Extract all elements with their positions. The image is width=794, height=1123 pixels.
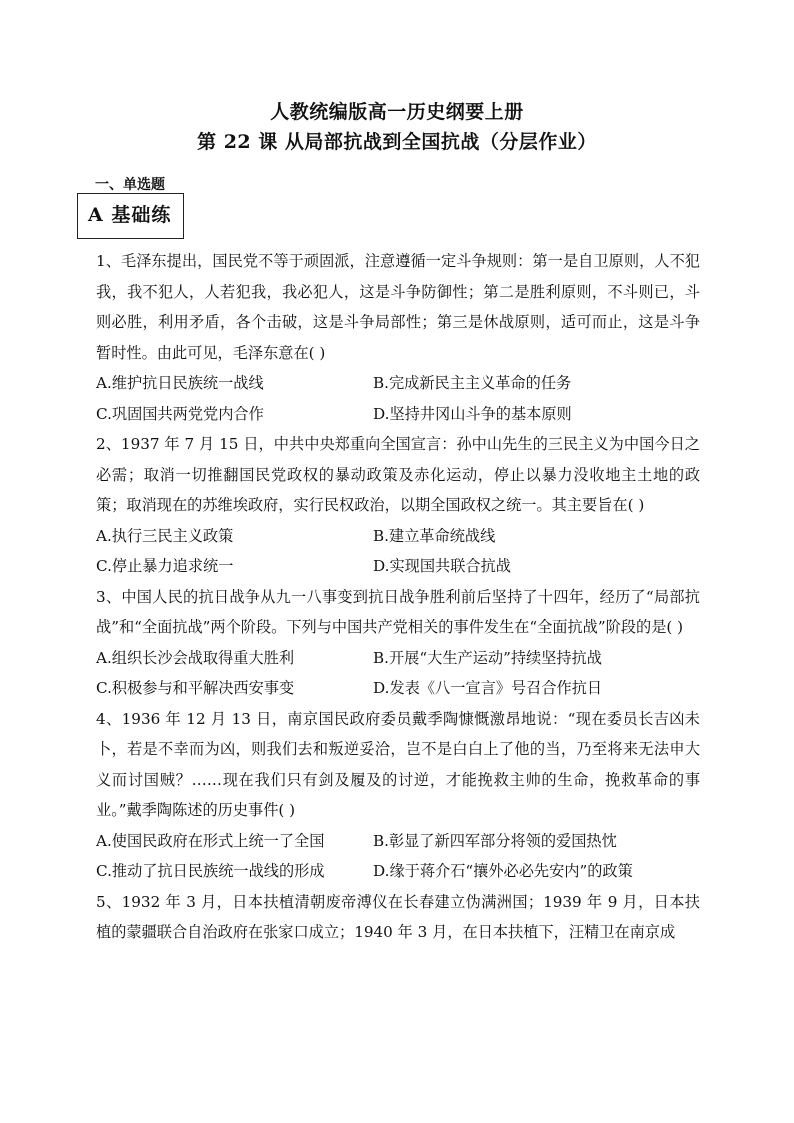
question-text: 1、毛泽东提出，国民党不等于顽固派，注意遵循一定斗争规则：第一是自卫原则，人不犯我，我不犯人，人若犯我，我必犯人，这是斗争防御性；第二是胜利原则，不斗则已，斗则必胜，利用矛盾，各个击破，这是斗争局部性；第三是休战原则，适可而止，这是斗争暂时性。由此可见，毛泽东意在( ) [96,252,700,362]
question-list [96,246,700,948]
option-b: B.完成新民主主义革命的任务 [373,374,572,392]
option-c: C.停止暴力追求统一 [96,557,234,575]
question-text: 4、1936 年 12 月 13 日，南京国民政府委员戴季陶慷慨激昂地说：“现在委员长吉凶未卜，若是不幸而为凶，则我们去和叛逆妥洽，岂不是白白上了他的当，乃至将来无法申大义而讨国贼？……现在我们只有剑及履及的讨逆，才能挽救主帅的生命，挽救革命的事业。”戴季陶陈述的历史事件( ) [96,709,700,819]
question-3 [96,582,700,704]
option-group [96,521,700,582]
tier-label: A 基础练 [88,204,172,226]
option-a: A.使国民政府在形式上统一了全国 [96,831,325,850]
option-group [96,826,700,887]
option-a: A.维护抗日民族统一战线 [96,374,264,392]
option-b: B.开展“大生产运动”持续坚持抗战 [373,648,602,667]
question-1 [96,246,700,429]
option-d: D.发表《八一宣言》号召合作抗日 [373,679,603,697]
option-b: B.建立革命统战线 [373,526,496,545]
document-subtitle: 第 22 课 从局部抗战到全国抗战（分层作业） [197,131,597,153]
section-heading: 一、单选题 [95,177,165,193]
option-d: D.坚持井冈山斗争的基本原则 [373,404,572,423]
option-group [96,368,700,429]
question-5 [96,887,700,948]
question-2 [96,429,700,582]
option-c: C.巩固国共两党党内合作 [96,404,264,423]
option-d: D.缘于蒋介石“攘外必必先安内”的政策 [373,862,633,880]
question-text: 5、1932 年 3 月，日本扶植清朝废帝溥仪在长春建立伪满洲国；1939 年 9 月，日本扶植的蒙疆联合自治政府在张家口成立；1940 年 3 月，在日本扶植下，汪精卫在南京成 [96,892,700,941]
question-4 [96,704,700,887]
option-c: C.积极参与和平解决西安事变 [96,679,295,697]
question-text: 3、中国人民的抗日战争从九一八事变到抗日战争胜利前后坚持了十四年，经历了“局部抗战”和“全面抗战”两个阶段。下列与中国共产党相关的事件发生在“全面抗战”阶段的是( ) [96,587,700,636]
option-a: A.执行三民主义政策 [96,526,234,545]
option-d: D.实现国共联合抗战 [373,557,511,575]
document-title: 人教统编版高一历史纲要上册 [270,101,524,123]
question-text: 2、1937 年 7 月 15 日，中共中央郑重向全国宣言：孙中山先生的三民主义为中国今日之必需；取消一切推翻国民党政权的暴动政策及赤化运动，停止以暴力没收地主土地的政策；取消现在的苏维埃政府，实行民权政治，以期全国政权之统一。其主要旨在( ) [96,435,700,514]
option-a: A.组织长沙会战取得重大胜利 [96,648,295,667]
tier-label-box [77,193,184,239]
option-b: B.彰显了新四军部分将领的爱国热忱 [373,831,617,850]
option-group [96,643,700,704]
option-c: C.推动了抗日民族统一战线的形成 [96,862,325,880]
